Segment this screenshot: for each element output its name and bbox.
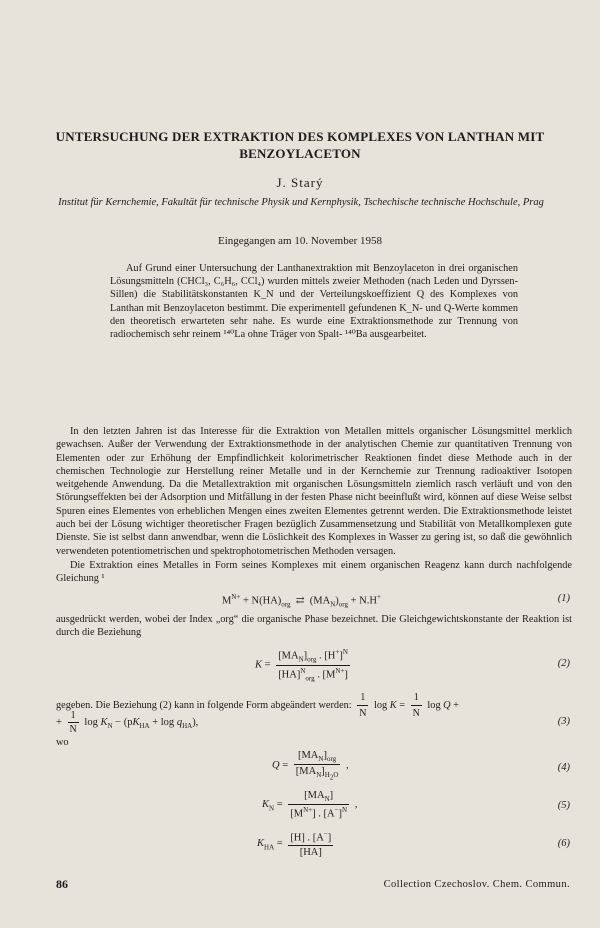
equation-4: Q = $\frac{[MA_N]_{org}}{[MA_N]_{H_2O}}$ , — [272, 750, 349, 782]
journal-name: Collection Czechoslov. Chem. Commun. — [383, 879, 570, 890]
equation-3-number: (3) — [557, 716, 570, 727]
paper-title: UNTERSUCHUNG DER EXTRAKTION DES KOMPLEXES VON LANTHAN MIT BENZOYLACETON — [55, 129, 545, 161]
equation-5: $K_N$ = $\frac{[MA_N]}{[M^{N+}] . [A^-]^N}$ , — [262, 790, 358, 820]
equation-1-number: (1) — [557, 593, 570, 604]
equation-3: + $\frac{1}{N}$ $\log K_N - (pK_{HA} + \log q_{HA})$, — [56, 710, 199, 735]
paragraph-equation-intro: Die Extraktion eines Metalles in Form seines Komplexes mit einem organischen Reagenz kann durch nachfolgende Gleichung ¹ — [56, 560, 572, 585]
word-wo: wo — [56, 737, 69, 748]
paragraph-transform-text: gegeben. Die Beziehung (2) kann in folgende Form abgeändert werden: — [56, 700, 352, 712]
abstract: Auf Grund einer Untersuchung der Lanthanextraktion mit Benzoylaceton in drei organischen Lösungsmitteln (CHCl₃, C₆H₆, CCl₄) wurden mittels zweier Methoden (nach Leden und Dyrssen-Sillen) die Stabilitätskonstanten K_N und der Verteilungskoeffizient Q des Komplexes von Lanthan mit Benzoylaceton bestimmt. Die experimentell gefundenen K_N- und Q-Werte kommen den theoretisch erwarteten sehr nahe. Es wurde eine Extraktionsmethode zur Trennung von radiochemisch sehr reinem ¹⁴⁰La ohne Träger von Spalt- ¹⁴⁰Ba ausgearbeitet. — [110, 263, 518, 341]
page-number: 86 — [56, 877, 68, 891]
paragraph-index: ausgedrückt werden, wobei der Index „org“ die organische Phase bezeichnet. Die Gleichgewichtskonstante der Reaktion ist durch die Beziehung — [56, 614, 572, 639]
author-name: J. Starý — [276, 175, 324, 190]
equation-6: $K_{HA}$ = $\frac{[H] . [A^-]}{[HA]}$ — [257, 830, 332, 858]
equation-6-number: (6) — [557, 838, 570, 849]
paragraph-transform: gegeben. Die Beziehung (2) kann in folgende Form abgeändert werden: $\frac{1}{N}$ log K = $\frac{1}{N}$ log Q + — [56, 692, 459, 720]
equation-4-number: (4) — [557, 762, 570, 773]
paragraph-intro: In den letzten Jahren ist das Interesse für die Extraktion von Metallen mittels organischer Lösungsmittel merklich gewachsen. Außer der Verwendung der Extraktionsmethode in der analytischen Chemie zur quantitativen Trennung von Elementen oder zur Erhöhung der Empfindlichkeit kolorimetrischer Reaktionen findet diese Methode auch in der chemischen Technologie zur Herstellung reiner Metalle und in der Kernchemie zur Trennung radioaktiver Isotopen weitgehende Anwendung. Da die Metallextraktion mit organischen Lösungsmitteln ziemlich rasch verläuft und von den Störungseffekten bei der Adsorption und Mitfällung in der festen Phase nicht beeinflußt wird, können auf diese Weise selbst Spuren eines Elementes von erheblichen Mengen eines zweiten Elementes getrennt werden. Die Extraktionsmethode leistet auch bei der Lösung wichtiger theoretischer Fragen bezüglich Zusammensetzung und Stabilität von Metallkomplexen gute Dienste. Sie ist selbst dann anwendbar, wenn die Löslichkeit des Komplexes in Wasser zu gering ist, so daß die gewöhnlich verwendeten potentiometrischen und spektrophotometrischen Methoden versagen. — [56, 426, 572, 557]
equation-2-number: (2) — [557, 658, 570, 669]
received-date: Eingegangen am 10. November 1958 — [217, 235, 383, 247]
equation-1: $M^{N+} + N(HA)_{org}$ ⇄ $(MA_N)_{org} + N.H^+$ — [222, 593, 381, 609]
affiliation: Institut für Kernchemie, Fakultät für technische Physik und Kernphysik, Tschechische technische Hochschule, Prag — [58, 197, 544, 208]
equation-2: K = $\frac{[MA_N]_{org} . [H^+]^N}{[HA]^N_{org} . [M^{N+}]}$ — [255, 648, 348, 683]
equation-5-number: (5) — [557, 800, 570, 811]
